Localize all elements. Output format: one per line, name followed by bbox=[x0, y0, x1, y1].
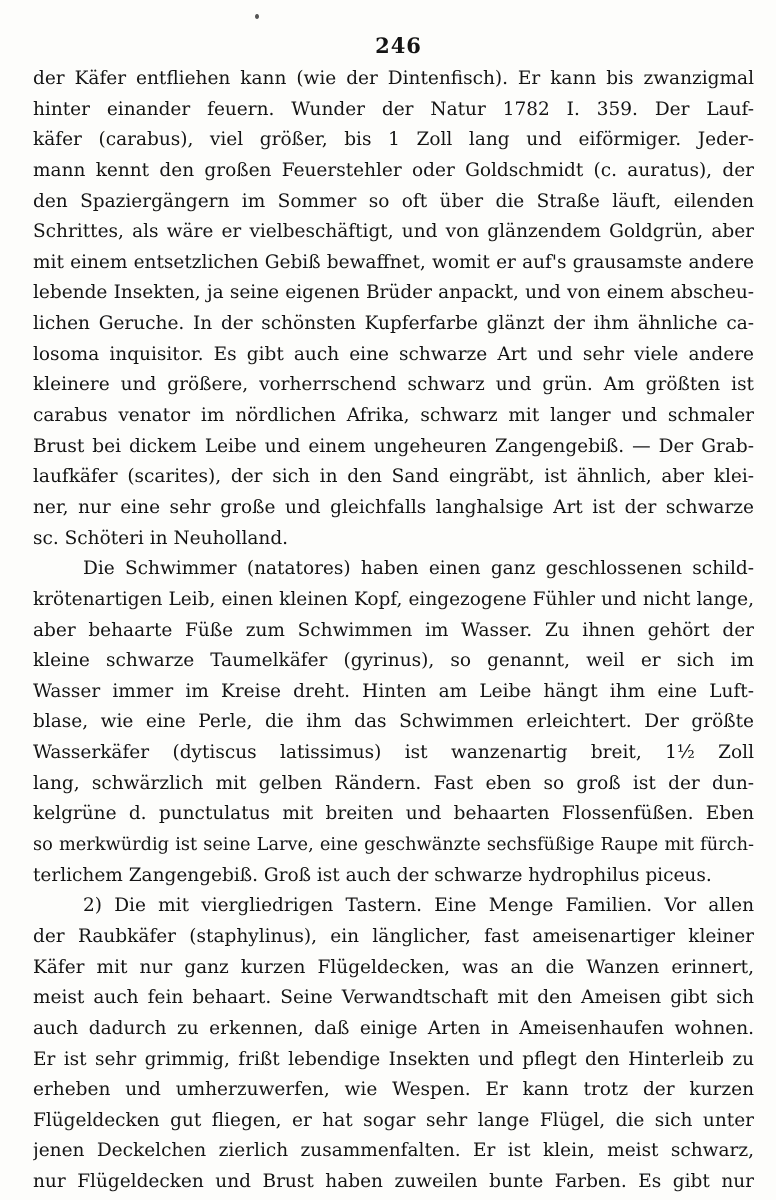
text-line: der Raubkäfer (staphylinus), ein länglicher, fast ameisenartiger kleiner bbox=[33, 925, 754, 947]
text-line: erheben und umherzuwerfen, wie Wespen. Er kann trotz der kurzen bbox=[33, 1079, 754, 1101]
body-text bbox=[33, 64, 754, 1198]
text-line: Schrittes, als wäre er vielbeschäftigt, und von glänzendem Goldgrün, aber bbox=[33, 221, 754, 243]
text-line: jenen Deckelchen zierlich zusammenfalten. Er ist klein, meist schwarz, bbox=[33, 1140, 754, 1162]
text-line: käfer (carabus), viel größer, bis 1 Zoll lang und eiförmiger. Jeder- bbox=[33, 129, 754, 151]
text-line: Brust bei dickem Leibe und einem ungeheuren Zangengebiß. — Der Grab- bbox=[33, 435, 754, 457]
text-line: Wasserkäfer (dytiscus latissimus) ist wanzenartig breit, 1½ Zoll bbox=[33, 742, 754, 764]
text-line: Wasser immer im Kreise dreht. Hinten am Leibe hängt ihm eine Luft- bbox=[33, 680, 754, 702]
text-line: kleine schwarze Taumelkäfer (gyrinus), so genannt, weil er sich im bbox=[33, 650, 754, 672]
text-line: nur Flügeldecken und Brust haben zuweilen bunte Farben. Es gibt nur bbox=[33, 1171, 754, 1193]
text-line: Die Schwimmer (natatores) haben einen ganz geschlossenen schild- bbox=[83, 558, 754, 580]
text-line: carabus venator im nördlichen Afrika, schwarz mit langer und schmaler bbox=[33, 405, 754, 427]
text-line: lang, schwärzlich mit gelben Rändern. Fast eben so groß ist der dun- bbox=[33, 772, 754, 794]
text-line: 2) Die mit viergliedrigen Tastern. Eine Menge Familien. Vor allen bbox=[83, 895, 754, 917]
text-line: mit einem entsetzlichen Gebiß bewaffnet, womit er auf's grausamste andere bbox=[33, 251, 754, 273]
text-line: terlichem Zangengebiß. Groß ist auch der schwarze hydrophilus piceus. bbox=[33, 864, 712, 886]
text-line: laufkäfer (scarites), der sich in den Sand eingräbt, ist ähnlich, aber klei- bbox=[33, 466, 754, 488]
paragraph bbox=[33, 554, 754, 891]
text-line: krötenartigen Leib, einen kleinen Kopf, eingezogene Fühler und nicht lange, bbox=[33, 588, 754, 610]
paragraph bbox=[33, 64, 754, 554]
text-line: lichen Geruche. In der schönsten Kupferfarbe glänzt der ihm ähnliche ca- bbox=[33, 313, 754, 335]
text-line: sc. Schöteri in Neuholland. bbox=[33, 527, 289, 549]
print-speck bbox=[255, 14, 259, 19]
text-line: lebende Insekten, ja seine eigenen Brüder anpackt, und von einem abscheu- bbox=[33, 282, 754, 304]
text-line: hinter einander feuern. Wunder der Natur 1782 I. 359. Der Lauf- bbox=[33, 98, 754, 120]
text-line: den Spaziergängern im Sommer so oft über die Straße läuft, eilenden bbox=[33, 190, 754, 212]
text-line: losoma inquisitor. Es gibt auch eine schwarze Art und sehr viele andere bbox=[33, 343, 754, 365]
text-line: der Käfer entfliehen kann (wie der Dintenfisch). Er kann bis zwanzigmal bbox=[33, 68, 754, 89]
text-line: so merkwürdig ist seine Larve, eine geschwänzte sechsfüßige Raupe mit fürch- bbox=[33, 835, 754, 856]
text-line: kelgrüne d. punctulatus mit breiten und behaarten Flossenfüßen. Eben bbox=[33, 803, 754, 825]
text-line: mann kennt den großen Feuerstehler oder Goldschmidt (c. auratus), der bbox=[33, 159, 754, 181]
text-line: ner, nur eine sehr große und gleichfalls langhalsige Art ist der schwarze bbox=[33, 496, 754, 518]
text-line: Flügeldecken gut fliegen, er hat sogar sehr lange Flügel, die sich unter bbox=[33, 1109, 754, 1131]
text-line: aber behaarte Füße zum Schwimmen im Wasser. Zu ihnen gehört der bbox=[33, 619, 754, 641]
text-line: meist auch fein behaart. Seine Verwandtschaft mit den Ameisen gibt sich bbox=[33, 987, 754, 1009]
text-line: Er ist sehr grimmig, frißt lebendige Insekten und pflegt den Hinterleib zu bbox=[33, 1048, 754, 1070]
text-line: Käfer mit nur ganz kurzen Flügeldecken, was an die Wanzen erinnert, bbox=[33, 956, 754, 978]
text-line: auch dadurch zu erkennen, daß einige Arten in Ameisenhaufen wohnen. bbox=[33, 1017, 754, 1039]
page-number: 246 bbox=[375, 33, 422, 58]
text-line: blase, wie eine Perle, die ihm das Schwimmen erleichtert. Der größte bbox=[33, 711, 754, 733]
paragraph bbox=[33, 891, 754, 1197]
text-line: kleinere und größere, vorherrschend schwarz und grün. Am größten ist bbox=[33, 374, 754, 396]
